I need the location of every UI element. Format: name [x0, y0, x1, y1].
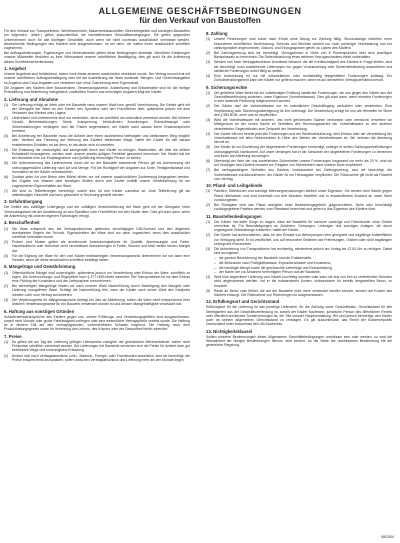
clause-number: (2)	[206, 50, 211, 55]
clause-number: (1)	[206, 37, 211, 42]
clause-text: Der Käufer darf die Vorbehaltsware nur im ordentlichen Geschäftsgang veräußern oder verarbeiten. Eine Verpfändung oder Sicherungsübereignung ist ihm untersagt. Die Verarbeitung erfolgt für uns als Hersteller im Sinne des § 950 BGB, ohne uns zu verpflichten.	[214, 104, 392, 117]
clause-text: Unsere Angebote sind freibleibend, sofern nicht etwas anderes ausdrücklich vereinbart wurde. Der Vertrag kommt erst mit unserer schriftlichen Auftragsbestätigung oder mit der Auslieferung der Ware zustande. Mengen- und Gewichtsangaben im Angebot sind Circa-Angaben und verstehen sich ohne Zusicherung einer Eigenschaft.	[4, 72, 190, 85]
clause-number: (1)	[4, 339, 9, 344]
clause-text: Zusätze jeder Art zum Beton oder Mörtel dürfen nur mit unserer ausdrücklichen Zustimmung beigegeben werden. Bei Zugabe von Wasser oder sonstigen Stoffen durch den Käufer entfällt unsere Gewährleistung für die zugesicherten Eigenschaften der Ware.	[12, 175, 190, 188]
clause-paragraph	[4, 189, 190, 198]
document-version-code: 08/2004	[381, 535, 394, 539]
clause-paragraph	[206, 118, 392, 131]
clause-text: Die Verjährungsfrist für Mängelansprüche beträgt ein Jahr ab Ablieferung, sofern die Ware nicht entsprechend ihrer üblichen Verwendungsweise für ein Bauwerk verwendet worden ist und dessen Mangelhaftigkeit verursacht hat.	[12, 297, 190, 307]
clause-list-item	[206, 261, 392, 265]
document-header	[0, 6, 400, 26]
clause-list-item	[206, 256, 392, 260]
clause-number: (3)	[4, 253, 9, 258]
clause-paragraph	[4, 161, 190, 174]
clause-paragraph	[4, 354, 190, 363]
section-heading: 7. Preise	[4, 333, 22, 339]
clause-paragraph	[4, 254, 190, 263]
section-heading: 12. Erfüllungsort und Gerichtsstand	[206, 299, 280, 305]
clause-paragraph	[206, 91, 392, 104]
clause-paragraph	[206, 51, 392, 60]
section-heading: 2. Lieferung und Abnahme	[4, 96, 59, 102]
section-heading: 5. Mängelrüge und Gewährleistung	[4, 264, 76, 270]
clause-number: (3)	[4, 134, 9, 139]
clause-paragraph	[206, 60, 392, 73]
clause-text: Der Käufer hat sicherzustellen, dass für den Einsatz von Betonpumpen eine geeignete und tragfähige Aufstellfläche zur Verfügung steht. Er ist verpflichtet, uns auf besondere Gefahren wie Freileitungen, Gräben oder nicht tragfähigen Untergrund hinzuweisen.	[214, 233, 392, 246]
clause-paragraph	[4, 72, 190, 85]
clause-text: Für die Eignung der Ware für den vom Käufer beabsichtigten Verwendungszweck übernehmen wir nur dann eine Gewähr, wenn wir diese ausdrücklich schriftlich bestätigt haben.	[12, 253, 190, 263]
clause-paragraph	[4, 271, 190, 284]
clause-number: (4)	[4, 147, 9, 152]
clause-text: Die Angaben des Käufers über Bauvorhaben, Verwendungszweck, Anfahrtsweg und Entladestelle sind für die richtige Preisbildung und Belieferung maßgebend; zusätzliche Kosten aus unrichtigen Angaben trägt der Käufer.	[4, 85, 190, 95]
clause-paragraph	[206, 289, 392, 298]
right-text-column	[206, 29, 392, 529]
clause-text: Lieferfristen und Liefertermine sind nur verbindlich, wenn sie schriftlich als verbindlich vereinbart wurden. Bei höherer Gewalt, Betriebsstörungen, Streik, Aussperrung, behördlichen Anordnungen, Rohstoffmangel oder Verkehrsstörungen verlängern sich die Fristen angemessen; der Käufer kann daraus keine Ersatzansprüche herleiten.	[12, 116, 190, 133]
clause-paragraph	[4, 29, 190, 50]
clause-number: (4)	[206, 275, 211, 280]
clause-paragraph	[206, 168, 392, 181]
clause-number: (2)	[206, 104, 211, 109]
clause-paragraph	[4, 103, 190, 116]
clause-paragraph	[206, 132, 392, 145]
clause-paragraph	[206, 335, 392, 348]
clause-number: (7)	[4, 188, 9, 193]
clause-text: Eine Aufrechnung ist nur mit unbestrittenen oder rechtskräftig festgestellten Forderungen zulässig. Ein Zurückbehaltungsrecht kann der Käufer nur geltend machen, wenn es auf demselben Vertragsverhältnis beruht.	[214, 73, 392, 83]
clause-paragraph	[206, 275, 392, 288]
clause-paragraph	[206, 159, 392, 168]
clause-paragraph	[206, 203, 392, 212]
clause-text: Bei Rückgabe wird das Pfand abzüglich einer Bearbeitungsgebühr gutgeschrieben. Nicht oder beschädigt zurückgegebene Paletten werden zum Pfandwert berechnet und gehen in das Eigentum des Käufers über.	[214, 203, 392, 212]
clause-number: (1)	[4, 270, 9, 275]
clause-text: Die Entladung hat unverzüglich und sachgemäß durch den Käufer zu erfolgen. Wartezeiten, die über die übliche Entladezeit hinausgehen, werden nach unserer jeweils gültigen Preisliste gesondert berechnet. Der Käufer hat bei der Abnahme eine zur Empfangnahme und Quittierung berechtigte Person zu stellen.	[12, 147, 190, 161]
clause-paragraph	[4, 227, 190, 240]
clause-number: (3)	[206, 247, 211, 252]
clause-text: Die Ware entspricht den bei Vertragsabschluss geltenden einschlägigen DIN-Normen und den allgemein anerkannten Regeln der Technik. Eigenschaften der Ware sind nur dann zugesichert, wenn dies ausdrücklich schriftlich vereinbart wurde.	[12, 226, 190, 239]
clause-text: Bei berechtigter Mängelrüge leisten wir nach unserer Wahl Nacherfüllung durch Beseitigung des Mangels oder Lieferung mangelfreier Ware. Schlägt die Nacherfüllung fehl, kann der Käufer nach seiner Wahl den Kaufpreis mindern oder vom Vertrag zurücktreten.	[12, 284, 190, 297]
section-heading: 8. Zahlung	[206, 31, 228, 37]
clause-number: (1)	[4, 102, 9, 107]
section-heading: 1. Angebot	[4, 66, 27, 72]
list-dash: –	[214, 270, 216, 275]
list-dash: –	[214, 256, 216, 261]
clause-number: (2)	[206, 233, 211, 238]
section-heading: 10. Pfand- und Leihgebinde	[206, 183, 263, 189]
clause-number: (5)	[206, 145, 211, 150]
clause-text: Bei vertragswidrigem Verhalten des Käufers, insbesondere bei Zahlungsverzug, sind wir berechtigt, die Vorbehaltsware zurückzunehmen; der Käufer ist zur Herausgabe verpflichtet. Die Rücknahme gilt nicht als Rücktritt vom Vertrag.	[214, 168, 392, 181]
clause-number: (2)	[4, 353, 9, 358]
document-subtitle: für den Verkauf von Baustoffen	[139, 16, 261, 25]
clause-number: (5)	[206, 288, 211, 293]
left-text-column	[4, 29, 190, 529]
section-heading: 3. Gefahrübergang	[4, 199, 43, 205]
clause-number: (3)	[206, 60, 211, 65]
clause-text: Paletten, Gitterboxen und sonstige Mehrwegverpackungen bleiben unser Eigentum. Sie werden dem Käufer gegen Pfand überlassen und sind innerhalb von drei Monaten frachtfrei und in einwandfreiem Zustand an unser Werk zurückzugeben.	[214, 189, 392, 202]
clause-text: Der Käufer ist zur Einziehung der abgetretenen Forderungen ermächtigt, solange er seinen Zahlungsverpflichtungen ordnungsgemäß nachkommt. Auf unser Verlangen hat er die Schuldner der abgetretenen Forderungen zu benennen und ihnen die Abtretung anzuzeigen.	[214, 145, 392, 158]
clause-paragraph	[206, 305, 392, 326]
clause-list-item	[206, 266, 392, 270]
clause-paragraph	[206, 247, 392, 256]
section-heading: 6. Haftung aus sonstigen Gründen	[4, 308, 75, 314]
clause-list-item	[206, 270, 392, 274]
clause-text: Für den Verkauf von Transportbeton, Werkfrischmörtel, Mauerwerksbaustoffen, Betonfertigteilen und sonstigen Baustoffen (im folgenden: „Ware“) gelten ausschließlich die nachstehenden Geschäftsbedingungen. Sie gelten gegenüber Unternehmern auch für alle künftigen Geschäfte, auch wenn sie nicht nochmals ausdrücklich vereinbart werden. Abweichende Bedingungen des Käufers sind ausgeschlossen, es sei denn, wir haben ihnen ausdrücklich schriftlich zugestimmt.	[4, 29, 190, 50]
clause-paragraph	[4, 298, 190, 307]
clause-number: (6)	[4, 175, 9, 180]
clause-paragraph	[4, 51, 190, 64]
clause-text: Reste an Beton oder Mörtel, die auf der Baustelle nicht mehr verwendet werden können, werden auf Kosten des Käufers entsorgt. Die Rücknahme von Restmengen ist ausgeschlossen.	[214, 288, 392, 297]
clause-paragraph	[4, 134, 190, 147]
clause-number: (2)	[206, 203, 211, 207]
clause-number: (4)	[206, 73, 211, 78]
clause-number: (4)	[206, 131, 211, 136]
list-item-text: die benötigte Menge sowie die gewünschte Lieferfolge und Einbauleistung,	[219, 265, 333, 270]
clause-number: (2)	[4, 240, 9, 245]
clause-paragraph	[206, 189, 392, 202]
clause-text: Erfüllungsort für die Lieferung ist das jeweilige Lieferwerk, für die Zahlung unser Geschäftssitz. Gerichtsstand für alle Streitigkeiten aus der Geschäftsverbindung ist, soweit der Käufer Kaufmann, juristische Person des öffentlichen Rechts oder öffentlich-rechtliches Sondervermögen ist, der Sitz unserer Hauptverwaltung. Wir sind jedoch berechtigt, den Käufer auch an seinem allgemeinen Gerichtsstand zu verklagen. Es gilt ausschließlich das Recht der Bundesrepublik Deutschland unter Ausschluss des UN-Kaufrechts.	[206, 305, 392, 327]
clause-text: Werden uns nach Vertragsabschluss Umstände bekannt, die die Kreditwürdigkeit des Käufers in Frage stellen, sind wir berechtigt, noch ausstehende Lieferungen nur gegen Vorauszahlung oder Sicherheitsleistung auszuführen und sämtliche Forderungen sofort fällig zu stellen.	[214, 60, 392, 73]
clause-text: Der Käufer tritt uns bereits jetzt alle Forderungen aus der Weiterveräußerung, dem Einbau oder der Verarbeitung der Vorbehaltsware mit allen Nebenrechten in Höhe des Wertes der Vorbehaltsware ab. Wir nehmen die Abtretung hiermit an.	[214, 131, 392, 145]
section-heading: 4. Beschaffenheit	[4, 220, 40, 226]
clause-paragraph	[206, 74, 392, 83]
clause-paragraph	[4, 284, 190, 297]
clause-paragraph	[206, 220, 392, 233]
clause-number: (1)	[4, 226, 9, 231]
clause-text: Wird eine abgerufene Lieferung vom Käufer kurzfristig storniert oder kann sie aus von ihm zu vertretenden Gründen nicht abgenommen werden, hat er die entstandenen Kosten, insbesondere für bereits hergestellten Beton, zu ersetzen.	[214, 275, 392, 288]
clause-text: Bei Anlieferung frei Baustelle muss die Anfahrt über einen ausreichend befestigten und befahrbaren Weg möglich sein. Verlässt das Fahrzeug auf Weisung des Käufers befahrbare Wege, haftet der Käufer für alle daraus entstehenden Schäden, es sei denn, er hat diese nicht zu vertreten.	[12, 134, 190, 147]
clause-text: Offensichtliche Mängel sind unverzüglich, spätestens jedoch vor Verarbeitung oder Einbau der Ware, schriftlich zu rügen. Die Untersuchungs- und Rügepflicht nach § 377 HGB bleibt unberührt. Bei Transportbeton ist vor dem Einbau eine Prüfung der Konsistenz und der Lieferpapiere vorzunehmen.	[12, 270, 190, 284]
clause-number: (5)	[4, 161, 9, 166]
list-dash: –	[214, 265, 216, 270]
clause-text: Es gelten die am Tag der Lieferung gültigen Listenpreise zuzüglich der gesetzlichen Mehrwertsteuer, sofern nicht Festpreise schriftlich vereinbart wurden. Bei Lieferungen frei Baustelle verstehen sich die Preise für Anfahrt über gut befahrbare Wege und unverzügliche Entladung.	[12, 339, 190, 353]
list-item-text: die Betonsorte nach Festigkeitsklasse, Expositionsklasse und Konsistenz,	[219, 261, 332, 266]
clause-text: Die Gefahr des zufälligen Untergangs und der zufälligen Verschlechterung der Ware geht mit der Übergabe, beim Versendungskauf mit der Auslieferung an den Spediteur oder Frachtführer auf den Käufer über. Dies gilt auch dann, wenn die Anlieferung mit unseren eigenen Fahrzeugen erfolgt.	[4, 205, 190, 218]
clause-text: Die Anforderung von Transportbeton hat rechtzeitig, mindestens jedoch am Vortag bis 12.00 Uhr zu erfolgen. Dabei sind anzugeben:	[214, 247, 392, 256]
clause-text: Bei Auftragsänderungen, Ergänzungen und Nebenabreden gelten diese Bedingungen ebenfalls. Mündliche Erklärungen unserer Mitarbeiter bedürfen zu ihrer Wirksamkeit unserer schriftlichen Bestätigung; dies gilt auch für die Aufhebung dieses Schriftformerfordernisses.	[4, 51, 190, 64]
clause-text: Proben und Muster gelten als annähernde Anschauungsstücke für Qualität, Abmessungen und Farbe. Handelsübliche oder technisch nicht vermeidbare Abweichungen in Farbe, Struktur und Maß stellen keinen Mangel dar.	[12, 240, 190, 253]
clause-paragraph	[4, 175, 190, 188]
clause-text: Übersteigt der Wert der uns zustehenden Sicherheiten unsere Forderungen insgesamt um mehr als 20 %, sind wir auf Verlangen des Käufers insoweit zur Freigabe von Sicherheiten nach unserer Wahl verpflichtet.	[214, 158, 392, 168]
clause-paragraph	[4, 315, 190, 332]
clause-number: (3)	[206, 118, 211, 123]
clause-text: Sollten einzelne Bestimmungen dieser Allgemeinen Geschäftsbedingungen unwirksam sein oder werden, so wird die Wirksamkeit der übrigen Bestimmungen hiervon nicht berührt. An die Stelle der unwirksamen Bestimmung tritt die gesetzliche Regelung.	[206, 334, 392, 348]
list-dash: –	[214, 261, 216, 266]
section-heading: 13. Nichtigkeitsklausel	[206, 328, 253, 334]
clause-text: Die gelieferte Ware bleibt bis zur vollständigen Erfüllung sämtlicher Forderungen, die uns gegen den Käufer aus der Geschäftsverbindung zustehen, unser Eigentum (Vorbehaltsware). Dies gilt auch dann, wenn einzelne Forderungen in eine laufende Rechnung aufgenommen wurden.	[214, 90, 392, 104]
clause-text: Wird die Vorbehaltsware mit anderen, uns nicht gehörenden Sachen verbunden oder vermischt, erwerben wir Miteigentum an der neuen Sache im Verhältnis des Rechnungswertes der Vorbehaltsware zu den anderen verarbeiteten Gegenständen zum Zeitpunkt der Verarbeitung.	[214, 118, 392, 131]
clause-number: (1)	[206, 219, 211, 224]
clause-paragraph	[4, 340, 190, 353]
clause-text: Der Käufer hat dafür Sorge zu tragen, dass die Baustelle für schwere Lastzüge und Fahrmischer ohne Gefahr erreichbar ist. Für Beschädigungen an Zufahrten, Gehwegen, Leitungen und sonstigen Anlagen, die durch ungeeignete Zufahrtswege entstehen, haftet der Käufer.	[214, 219, 392, 233]
clause-text: Wir sind zu Teillieferungen berechtigt, soweit dies für den Käufer zumutbar ist. Jede Teillieferung gilt als selbständiges Geschäft und kann gesondert in Rechnung gestellt werden.	[12, 188, 190, 197]
clause-paragraph	[206, 233, 392, 246]
clause-paragraph	[4, 148, 190, 161]
clause-paragraph	[4, 240, 190, 253]
clause-paragraph	[206, 37, 392, 50]
clause-paragraph	[4, 116, 190, 133]
clause-number: (6)	[206, 158, 211, 163]
clause-text: Schadensersatzansprüche des Käufers gegen uns, unsere Erfüllungs- und Verrichtungsgehilfen sind ausgeschlossen, soweit nicht Vorsatz oder grobe Fahrlässigkeit vorliegen oder eine wesentliche Vertragspflicht verletzt wurde. Die Haftung ist in diesem Fall auf den vertragstypischen, vorhersehbaren Schaden begrenzt. Die Haftung nach dem Produkthaftungsgesetz sowie für Verletzung des Lebens, des Körpers oder der Gesundheit bleibt unberührt.	[4, 314, 190, 332]
section-heading: 11. Baustellenbedingungen	[206, 213, 262, 219]
clause-text: Die Lieferung erfolgt ab Werk oder frei Baustelle nach unserer Wahl bzw. gemäß Vereinbarung. Die Gefahr geht mit der Übergabe der Ware an den Käufer, den Spediteur oder den Frachtführer über, spätestens jedoch mit dem Verlassen des Werkes oder Lagers.	[12, 102, 190, 116]
clause-paragraph	[4, 205, 190, 218]
document-title: ALLGEMEINE GESCHÄFTSBEDINGUNGEN	[98, 6, 302, 16]
clause-paragraph	[206, 145, 392, 158]
clause-text: Die Unterzeichnung des Lieferscheins durch die an der Baustelle anwesende Person gilt als Anerkennung der ordnungsgemäßen Lieferung nach Art und Menge. Für die Richtigkeit der Angaben zur Sorte, Festigkeitsklasse und Konsistenz ist der Käufer verantwortlich.	[12, 161, 190, 174]
clause-number: (2)	[4, 116, 9, 121]
clause-number: (1)	[206, 189, 211, 194]
clause-paragraph	[206, 104, 392, 117]
clause-number: (3)	[4, 297, 9, 302]
clause-number: (1)	[206, 90, 211, 95]
clause-text: Bei Zahlungsverzug sind wir berechtigt, Verzugszinsen in Höhe von 8 Prozentpunkten über dem jeweiligen Basiszinssatz zu berechnen. Die Geltendmachung eines weiteren Verzugsschadens bleibt vorbehalten.	[214, 50, 392, 60]
clause-text: Ändern sich nach Vertragsabschluss Lohn-, Material-, Energie- oder Frachtkosten wesentlich, sind wir berechtigt, die Preise entsprechend anzupassen, sofern zwischen Vertragsabschluss und Lieferung mehr als vier Monate liegen.	[12, 353, 190, 362]
clause-text: Unsere Rechnungen sind sofort nach Erhalt ohne Abzug zur Zahlung fällig. Skontoabzüge bedürfen einer besonderen schriftlichen Vereinbarung. Schecks und Wechsel werden nur nach vorheriger Vereinbarung und nur zahlungshalber angenommen; Diskont- und Einzugsspesen gehen zu Lasten des Käufers.	[214, 37, 392, 50]
list-item-text: der Name der zur Abnahme berechtigten Person auf der Baustelle.	[219, 270, 321, 275]
clause-number: (2)	[4, 284, 9, 289]
clause-number: (7)	[206, 168, 211, 173]
section-heading: 9. Sicherungsrechte	[206, 84, 248, 90]
list-item-text: die genaue Bezeichnung der Baustelle und der Entladestelle,	[219, 256, 313, 261]
clause-paragraph	[4, 86, 190, 95]
